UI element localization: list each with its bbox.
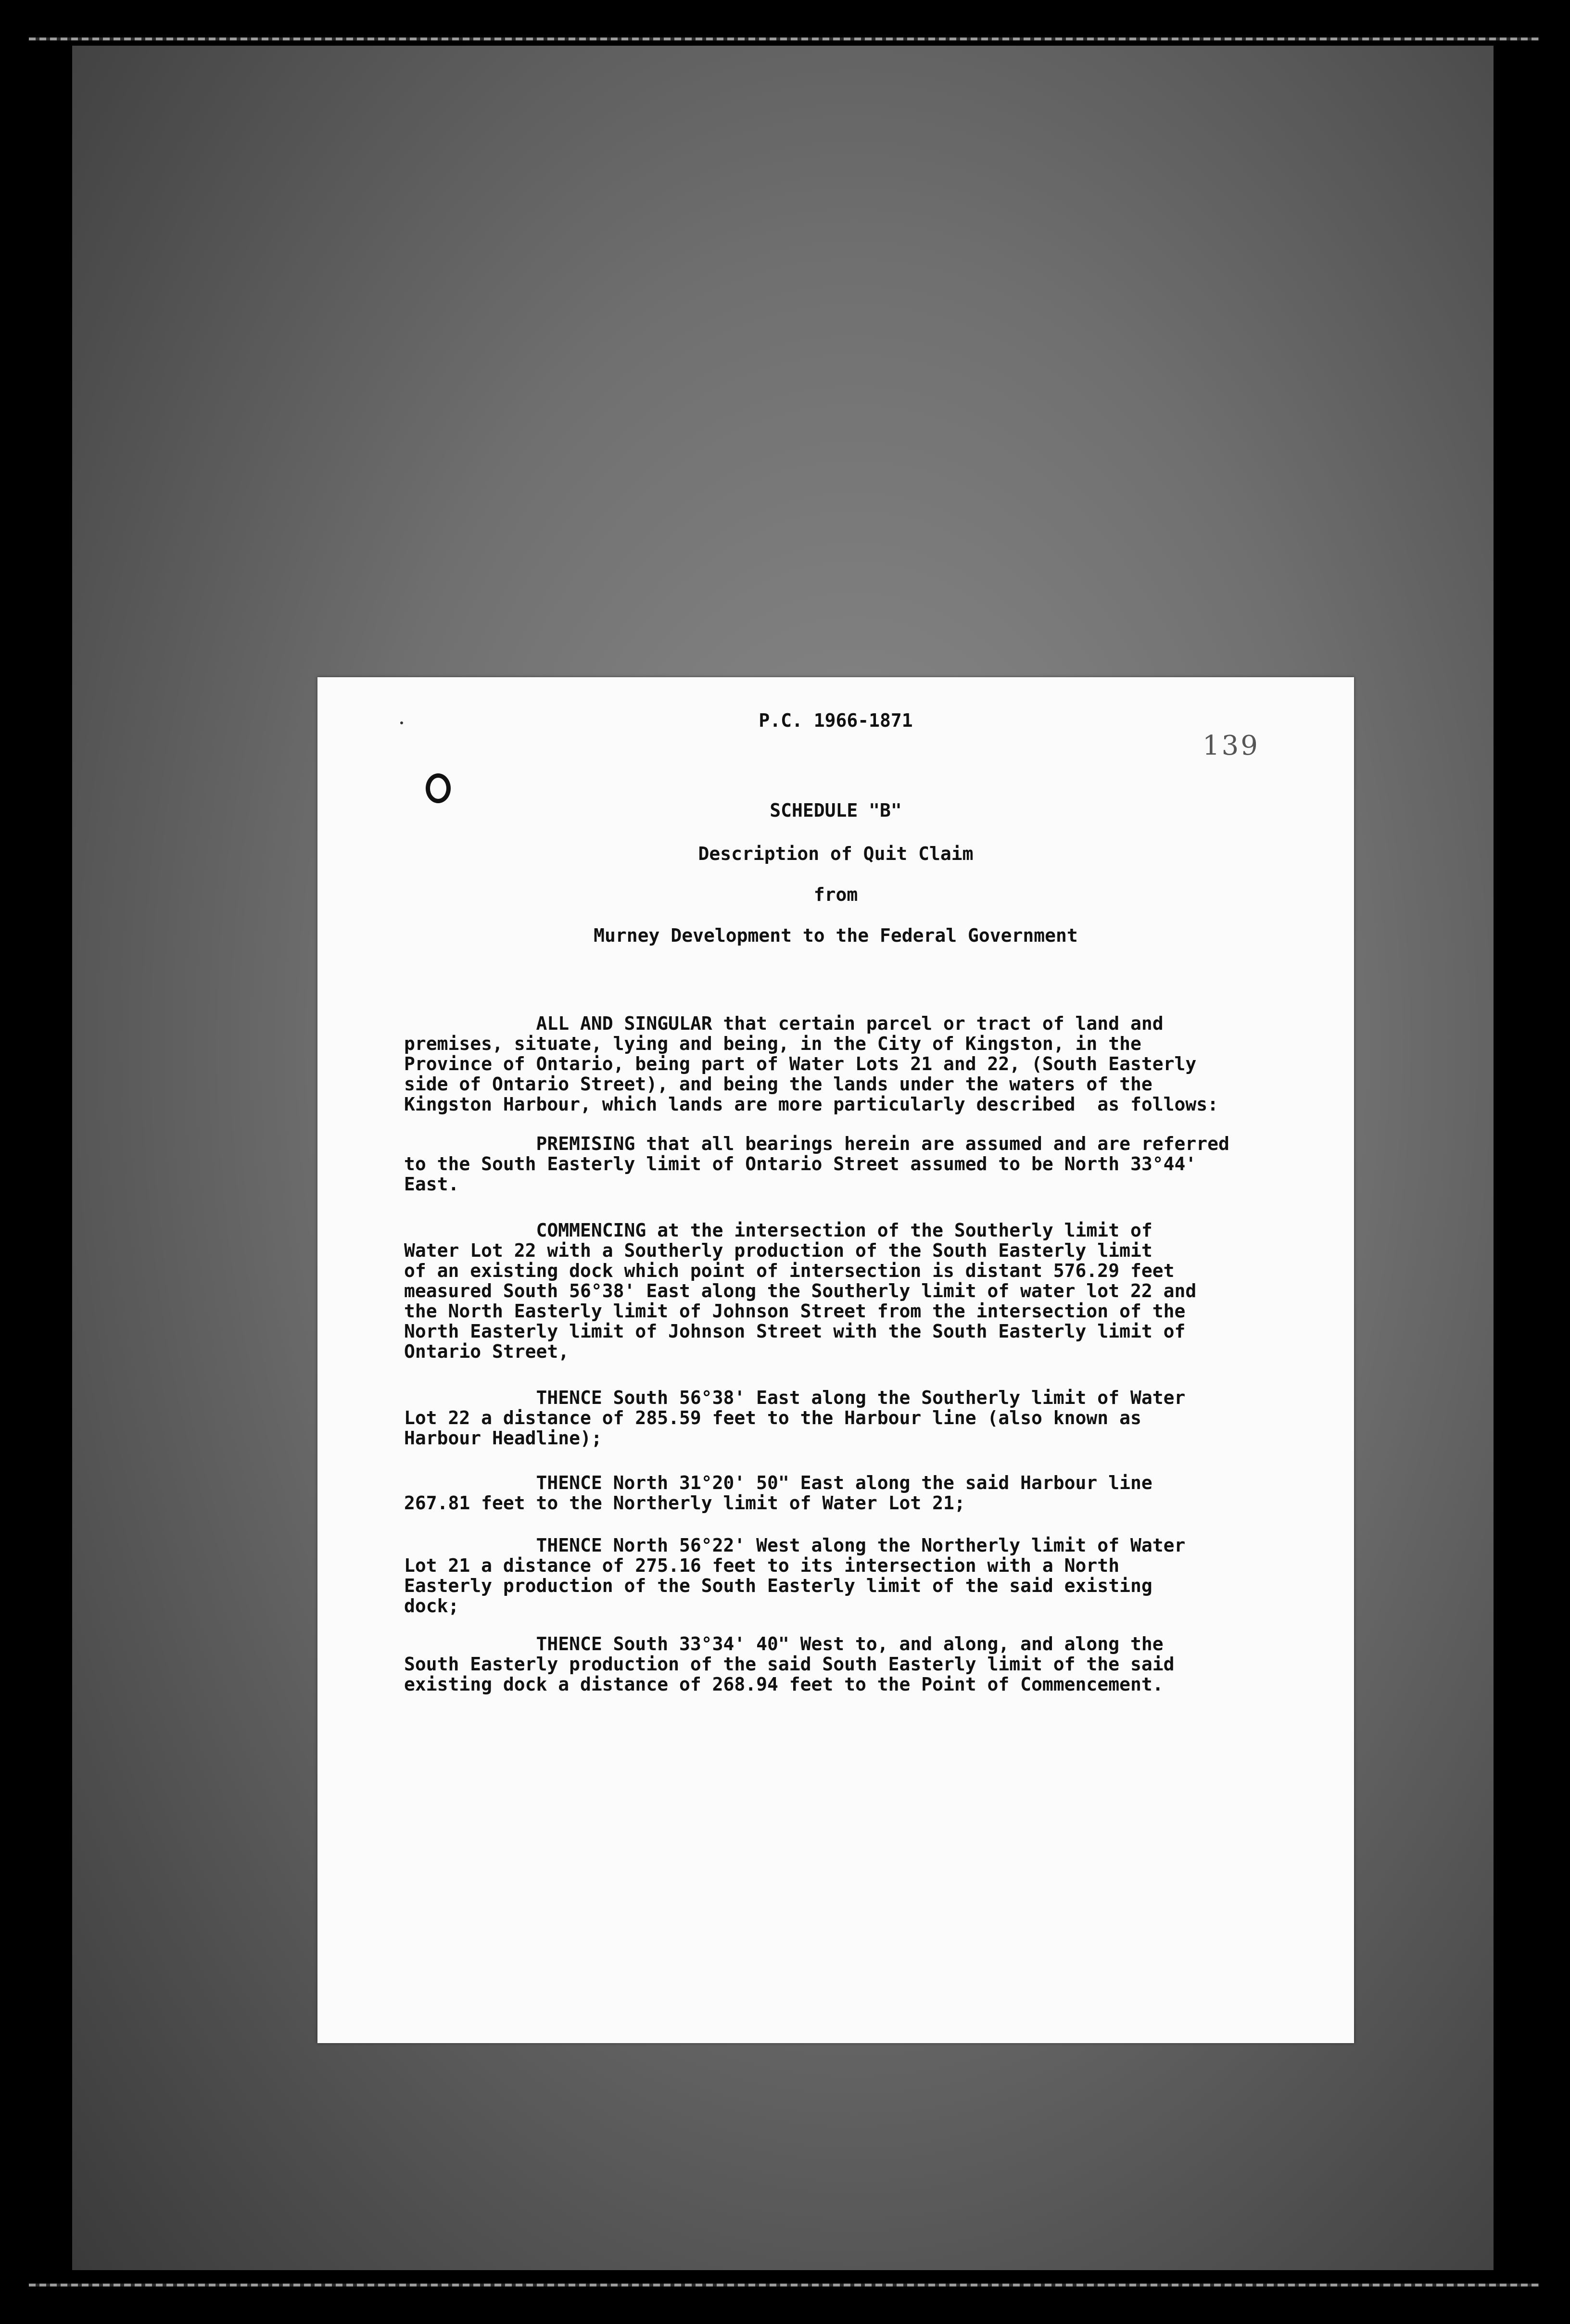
paragraph-6-line: Lot 21 a distance of 275.16 feet to its intersection with a North — [404, 1555, 1120, 1576]
document-page — [317, 677, 1354, 2043]
paragraph-5-line: 267.81 feet to the Northerly limit of Water Lot 21; — [404, 1492, 965, 1514]
punch-hole — [426, 773, 451, 803]
paragraph-6-line: THENCE North 56°22' West along the Northerly limit of Water — [404, 1535, 1186, 1556]
paragraph-6-line: dock; — [404, 1595, 459, 1617]
paragraph-3-line: Ontario Street, — [404, 1341, 570, 1362]
page-number: 139 — [1203, 730, 1260, 761]
paragraph-3-line: COMMENCING at the intersection of the Southerly limit of — [404, 1220, 1152, 1241]
paragraph-3-line: Water Lot 22 with a Southerly production of the South Easterly limit — [404, 1240, 1152, 1261]
paragraph-1-line: premises, situate, lying and being, in the City of Kingston, in the — [404, 1033, 1141, 1054]
paragraph-3-line: of an existing dock which point of intersection is distant 576.29 feet — [404, 1260, 1175, 1281]
paragraph-3-line: the North Easterly limit of Johnson Street from the intersection of the — [404, 1301, 1186, 1322]
paragraph-4-line: THENCE South 56°38' East along the Southerly limit of Water — [404, 1387, 1186, 1408]
paragraph-2-line: East. — [404, 1174, 459, 1195]
paragraph-1-line: Kingston Harbour, which lands are more particularly described as follows: — [404, 1094, 1218, 1115]
from-label: from — [813, 884, 858, 905]
schedule-title: SCHEDULE "B" — [770, 800, 902, 821]
film-edge-bottom — [29, 2284, 1539, 2286]
paragraph-7-line: South Easterly production of the said South Easterly limit of the said — [404, 1654, 1175, 1675]
paragraph-4-line: Harbour Headline); — [404, 1427, 602, 1449]
film-edge-top — [29, 38, 1539, 40]
paragraph-2-line: PREMISING that all bearings herein are assumed and are referred — [404, 1133, 1229, 1154]
description-title: Description of Quit Claim — [698, 843, 974, 864]
paragraph-7-line: existing dock a distance of 268.94 feet to the Point of Commencement. — [404, 1674, 1164, 1695]
paragraph-2-line: to the South Easterly limit of Ontario Street assumed to be North 33°44' — [404, 1153, 1197, 1175]
paragraph-4-line: Lot 22 a distance of 285.59 feet to the Harbour line (also known as — [404, 1407, 1141, 1428]
order-reference: P.C. 1966-1871 — [759, 710, 913, 731]
paragraph-5-line: THENCE North 31°20' 50" East along the said Harbour line — [404, 1472, 1152, 1493]
paragraph-3-line: North Easterly limit of Johnson Street with the South Easterly limit of — [404, 1321, 1186, 1342]
paragraph-1-line: Province of Ontario, being part of Water Lots 21 and 22, (South Easterly — [404, 1053, 1197, 1074]
paragraph-7-line: THENCE South 33°34' 40" West to, and along, and along the — [404, 1633, 1164, 1655]
paragraph-3-line: measured South 56°38' East along the Southerly limit of water lot 22 and — [404, 1280, 1197, 1301]
parties-line: Murney Development to the Federal Government — [594, 925, 1078, 946]
paragraph-1-line: ALL AND SINGULAR that certain parcel or tract of land and — [404, 1013, 1164, 1034]
paragraph-6-line: Easterly production of the South Easterly limit of the said existing — [404, 1575, 1152, 1596]
paragraph-1-line: side of Ontario Street), and being the lands under the waters of the — [404, 1074, 1152, 1095]
